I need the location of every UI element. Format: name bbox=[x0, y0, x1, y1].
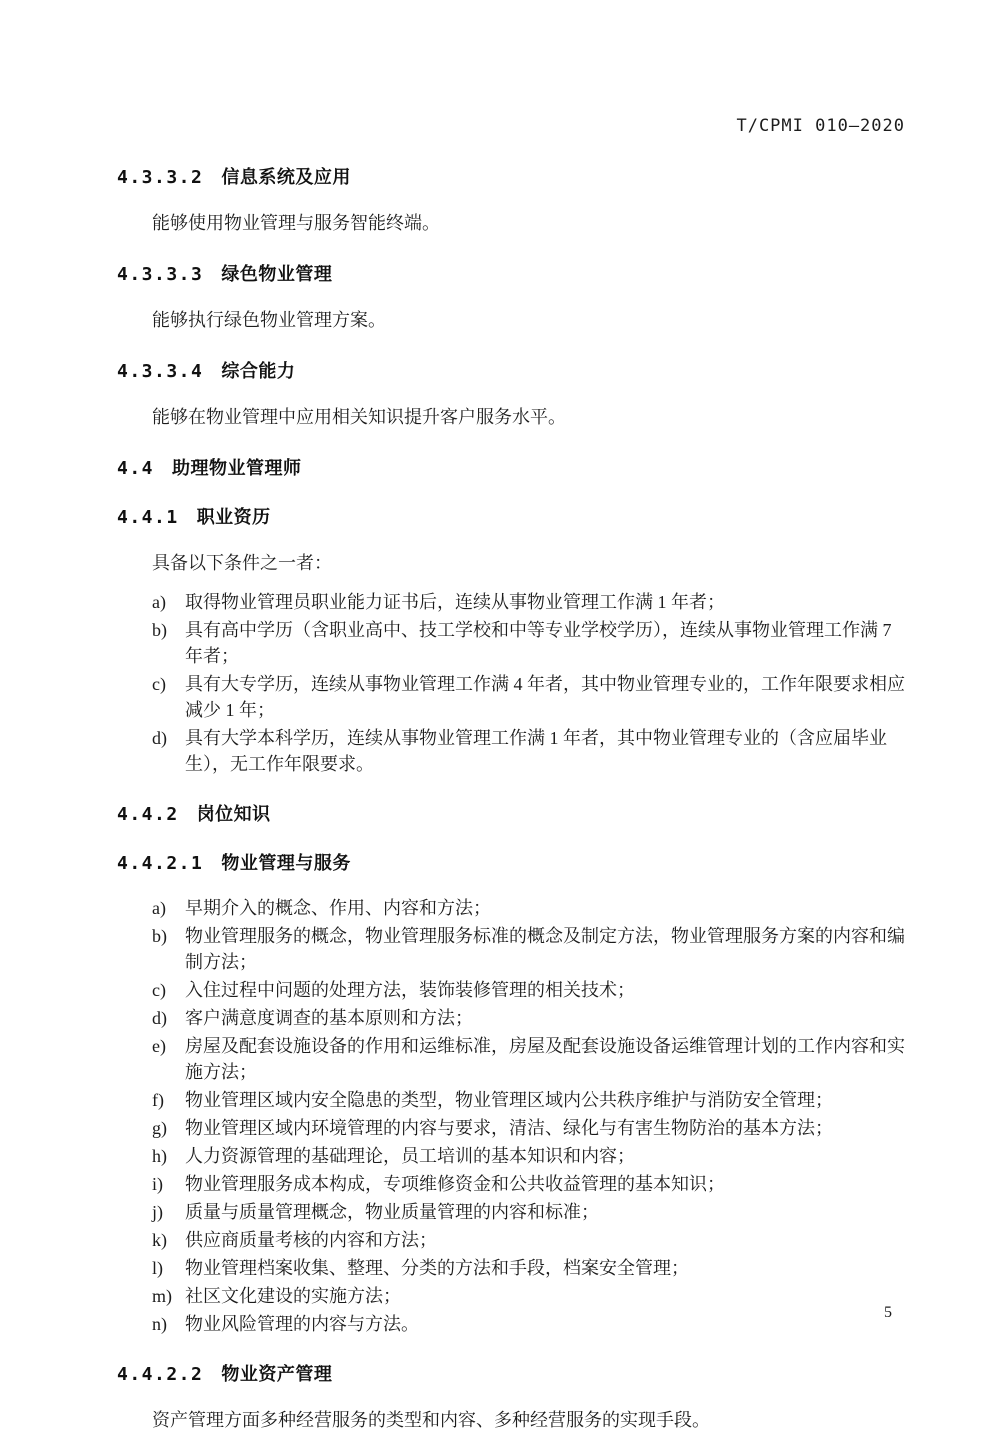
list-item bbox=[152, 1227, 905, 1253]
list-item bbox=[152, 923, 905, 975]
section-heading-4-3-3-3 bbox=[117, 263, 905, 286]
list-item-label: e) bbox=[152, 1036, 166, 1056]
list-item-label: a) bbox=[152, 592, 166, 612]
section-heading-4-4-2 bbox=[117, 803, 905, 826]
list-item-label: f) bbox=[152, 1090, 164, 1110]
list-item bbox=[152, 1283, 905, 1309]
list-item-text: 具有大专学历，连续从事物业管理工作满 4 年者，其中物业管理专业的，工作年限要求相应减少 1 年； bbox=[185, 674, 905, 720]
list-item bbox=[152, 1143, 905, 1169]
section-title: 信息系统及应用 bbox=[221, 167, 351, 187]
section-heading-4-3-3-2 bbox=[117, 166, 905, 189]
section-title: 绿色物业管理 bbox=[221, 264, 333, 284]
list-item bbox=[152, 725, 905, 777]
list-item-label: m) bbox=[152, 1286, 172, 1306]
section-number: 4.4.1 bbox=[117, 507, 179, 528]
list-item bbox=[152, 1199, 905, 1225]
list-item-label: j) bbox=[152, 1202, 163, 1222]
list-item bbox=[152, 671, 905, 723]
list-item bbox=[152, 1087, 905, 1113]
list-item-text: 物业管理区域内安全隐患的类型，物业管理区域内公共秩序维护与消防安全管理； bbox=[185, 1090, 833, 1110]
page-number: 5 bbox=[884, 1304, 892, 1321]
list-item bbox=[152, 1311, 905, 1337]
section-heading-4-3-3-4 bbox=[117, 360, 905, 383]
list-item bbox=[152, 1171, 905, 1197]
section-number: 4.4.2 bbox=[117, 804, 179, 825]
lettered-list-4-4-2-1 bbox=[117, 895, 905, 1337]
section-number: 4.3.3.4 bbox=[117, 361, 204, 382]
list-item-text: 客户满意度调查的基本原则和方法； bbox=[185, 1008, 473, 1028]
lettered-list-4-4-1 bbox=[117, 589, 905, 777]
list-item-text: 物业风险管理的内容与方法。 bbox=[185, 1314, 419, 1334]
section-heading-4-4 bbox=[117, 457, 905, 480]
list-item bbox=[152, 1005, 905, 1031]
list-item-label: g) bbox=[152, 1118, 167, 1138]
list-item-text: 入住过程中问题的处理方法，装饰装修管理的相关技术； bbox=[185, 980, 635, 1000]
section-title: 助理物业管理师 bbox=[172, 458, 302, 478]
list-item-text: 质量与质量管理概念，物业质量管理的内容和标准； bbox=[185, 1202, 599, 1222]
list-item-text: 具有高中学历（含职业高中、技工学校和中等专业学校学历），连续从事物业管理工作满 7 年者； bbox=[185, 620, 892, 666]
list-item-text: 物业管理区域内环境管理的内容与要求，清洁、绿化与有害生物防治的基本方法； bbox=[185, 1118, 833, 1138]
list-item-label: k) bbox=[152, 1230, 167, 1250]
list-intro-4-4-1: 具备以下条件之一者： bbox=[152, 553, 332, 573]
list-item-text: 人力资源管理的基础理论，员工培训的基本知识和内容； bbox=[185, 1146, 635, 1166]
paragraph-4-3-3-4: 能够在物业管理中应用相关知识提升客户服务水平。 bbox=[152, 407, 566, 427]
section-number: 4.4 bbox=[117, 458, 155, 479]
paragraph-4-3-3-3: 能够执行绿色物业管理方案。 bbox=[152, 310, 386, 330]
list-item-label: n) bbox=[152, 1314, 167, 1334]
list-item bbox=[152, 617, 905, 669]
list-item-label: d) bbox=[152, 1008, 167, 1028]
section-title: 物业管理与服务 bbox=[221, 853, 351, 873]
section-number: 4.4.2.1 bbox=[117, 853, 204, 874]
page-footer bbox=[884, 1304, 892, 1322]
list-item-text: 供应商质量考核的内容和方法； bbox=[185, 1230, 437, 1250]
list-item-text: 物业管理服务的概念，物业管理服务标准的概念及制定方法，物业管理服务方案的内容和编制方法； bbox=[185, 926, 905, 972]
list-item bbox=[152, 1255, 905, 1281]
section-title: 综合能力 bbox=[221, 361, 296, 381]
list-item bbox=[152, 895, 905, 921]
section-title: 岗位知识 bbox=[196, 804, 271, 824]
list-item-label: b) bbox=[152, 620, 167, 640]
list-item-text: 社区文化建设的实施方法； bbox=[185, 1286, 401, 1306]
list-item bbox=[152, 1033, 905, 1085]
section-number: 4.3.3.3 bbox=[117, 264, 204, 285]
list-item-text: 物业管理服务成本构成，专项维修资金和公共收益管理的基本知识； bbox=[185, 1174, 725, 1194]
list-item-text: 具有大学本科学历，连续从事物业管理工作满 1 年者，其中物业管理专业的（含应届毕业生），无工作年限要求。 bbox=[185, 728, 887, 774]
list-item bbox=[152, 977, 905, 1003]
document-content bbox=[0, 136, 1000, 1434]
doc-code: T/CPMI 010—2020 bbox=[736, 116, 905, 136]
list-item-label: b) bbox=[152, 926, 167, 946]
section-heading-4-4-2-1 bbox=[117, 852, 905, 875]
list-item-label: a) bbox=[152, 898, 166, 918]
paragraph-4-4-2-2: 资产管理方面多种经营服务的类型和内容、多种经营服务的实现手段。 bbox=[152, 1410, 710, 1430]
section-number: 4.3.3.2 bbox=[117, 167, 204, 188]
section-heading-4-4-2-2 bbox=[117, 1363, 905, 1386]
list-item-label: l) bbox=[152, 1258, 163, 1278]
section-title: 物业资产管理 bbox=[221, 1364, 333, 1384]
section-title: 职业资历 bbox=[196, 507, 271, 527]
list-item-text: 物业管理档案收集、整理、分类的方法和手段，档案安全管理； bbox=[185, 1258, 689, 1278]
section-number: 4.4.2.2 bbox=[117, 1364, 204, 1385]
list-item-label: h) bbox=[152, 1146, 167, 1166]
list-item-text: 房屋及配套设施设备的作用和运维标准，房屋及配套设施设备运维管理计划的工作内容和实施方法； bbox=[185, 1036, 905, 1082]
list-item-label: i) bbox=[152, 1174, 163, 1194]
running-header bbox=[0, 0, 1000, 136]
list-item bbox=[152, 589, 905, 615]
paragraph-4-3-3-2: 能够使用物业管理与服务智能终端。 bbox=[152, 213, 440, 233]
section-heading-4-4-1 bbox=[117, 506, 905, 529]
list-item-label: c) bbox=[152, 674, 166, 694]
list-item-label: d) bbox=[152, 728, 167, 748]
list-item-text: 取得物业管理员职业能力证书后，连续从事物业管理工作满 1 年者； bbox=[185, 592, 725, 612]
list-item-text: 早期介入的概念、作用、内容和方法； bbox=[185, 898, 491, 918]
list-item-label: c) bbox=[152, 980, 166, 1000]
list-item bbox=[152, 1115, 905, 1141]
